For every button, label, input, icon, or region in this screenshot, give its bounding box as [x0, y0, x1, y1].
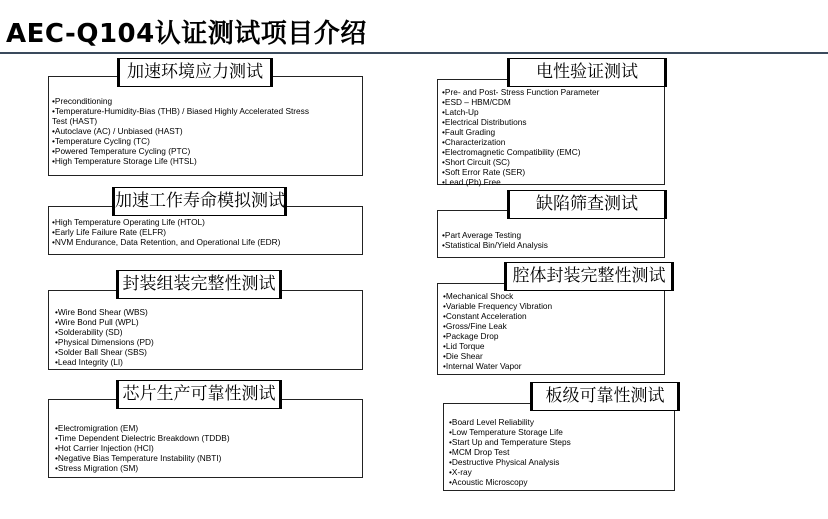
list-item: •Powered Temperature Cycling (PTC) — [52, 146, 191, 156]
list-item: •Lid Torque — [443, 341, 485, 351]
list-item: •Constant Acceleration — [443, 311, 527, 321]
list-item: •Variable Frequency Vibration — [443, 301, 553, 311]
list-item: •Fault Grading — [442, 127, 496, 137]
list-item: •Electromagnetic Compatibility (EMC) — [442, 147, 581, 157]
section-heading-defect-screening: 缺陷筛查测试 — [507, 190, 667, 219]
list-item: •Autoclave (AC) / Unbiased (HAST) — [52, 126, 183, 136]
list-item: •Solderability (SD) — [55, 327, 123, 337]
section-heading-board-level-reliability: 板级可靠性测试 — [530, 382, 680, 411]
list-item: •Preconditioning — [52, 96, 113, 106]
section-heading-die-fab-reliability: 芯片生产可靠性测试 — [116, 380, 282, 409]
list-item: •Short Circuit (SC) — [442, 157, 510, 167]
list-item: •Electromigration (EM) — [55, 423, 139, 433]
page-title: AEC-Q104认证测试项目介绍 — [6, 19, 367, 49]
list-item: •Wire Bond Pull (WPL) — [55, 317, 139, 327]
list-item: •Lead (Pb) Free — [442, 177, 501, 187]
list-item: •ESD – HBM/CDM — [442, 97, 511, 107]
list-item: •Low Temperature Storage Life — [449, 427, 563, 437]
list-item: •Die Shear — [443, 351, 483, 361]
list-item: •Part Average Testing — [442, 230, 522, 240]
section-list-electrical-verification — [442, 87, 662, 187]
list-item: •Early Life Failure Rate (ELFR) — [52, 227, 167, 237]
list-item: •High Temperature Storage Life (HTSL) — [52, 156, 197, 166]
section-heading-electrical-verification: 电性验证测试 — [507, 58, 667, 87]
list-item: •Temperature Cycling (TC) — [52, 136, 150, 146]
list-item: •Temperature-Humidity-Bias (THB) / Biased Highly Accelerated Stress Test (HAST) — [52, 106, 309, 126]
list-item: •NVM Endurance, Data Retention, and Operational Life (EDR) — [52, 237, 281, 247]
section-list-die-fab-reliability — [55, 423, 355, 473]
section-list-accelerated-lifetime-simulation — [52, 217, 352, 247]
list-item: •Hot Carrier Injection (HCI) — [55, 443, 154, 453]
list-item: •MCM Drop Test — [449, 447, 510, 457]
list-item: •Negative Bias Temperature Instability (NBTI) — [55, 453, 222, 463]
section-list-cavity-package-integrity — [443, 291, 663, 371]
list-item: •Start Up and Temperature Steps — [449, 437, 571, 447]
list-item: •Internal Water Vapor — [443, 361, 522, 371]
title-underline — [0, 52, 828, 54]
list-item: •Soft Error Rate (SER) — [442, 167, 526, 177]
list-item: •Board Level Reliability — [449, 417, 534, 427]
section-list-board-level-reliability — [449, 417, 669, 487]
list-item: •Characterization — [442, 137, 506, 147]
list-item: •X-ray — [449, 467, 472, 477]
list-item: •Pre- and Post- Stress Function Parameter — [442, 87, 600, 97]
list-item: •Solder Ball Shear (SBS) — [55, 347, 147, 357]
list-item: •Time Dependent Dielectric Breakdown (TDDB) — [55, 433, 230, 443]
section-list-accelerated-environment-stress — [52, 96, 322, 166]
section-list-defect-screening — [442, 230, 662, 250]
section-heading-accelerated-lifetime-simulation: 加速工作寿命模拟测试 — [112, 187, 287, 216]
list-item: •Wire Bond Shear (WBS) — [55, 307, 148, 317]
list-item: •Acoustic Microscopy — [449, 477, 528, 487]
list-item: •Package Drop — [443, 331, 499, 341]
list-item: •Destructive Physical Analysis — [449, 457, 560, 467]
section-heading-package-assembly-integrity: 封装组装完整性测试 — [116, 270, 282, 299]
list-item: •Latch-Up — [442, 107, 479, 117]
list-item: •Statistical Bin/Yield Analysis — [442, 240, 548, 250]
section-list-package-assembly-integrity — [55, 307, 355, 367]
list-item: •Gross/Fine Leak — [443, 321, 507, 331]
list-item: •Electrical Distributions — [442, 117, 527, 127]
list-item: •Mechanical Shock — [443, 291, 514, 301]
section-heading-cavity-package-integrity: 腔体封装完整性测试 — [504, 262, 674, 291]
list-item: •High Temperature Operating Life (HTOL) — [52, 217, 205, 227]
section-heading-accelerated-environment-stress: 加速环境应力测试 — [117, 58, 273, 87]
list-item: •Physical Dimensions (PD) — [55, 337, 154, 347]
list-item: •Lead Integrity (LI) — [55, 357, 123, 367]
list-item: •Stress Migration (SM) — [55, 463, 139, 473]
